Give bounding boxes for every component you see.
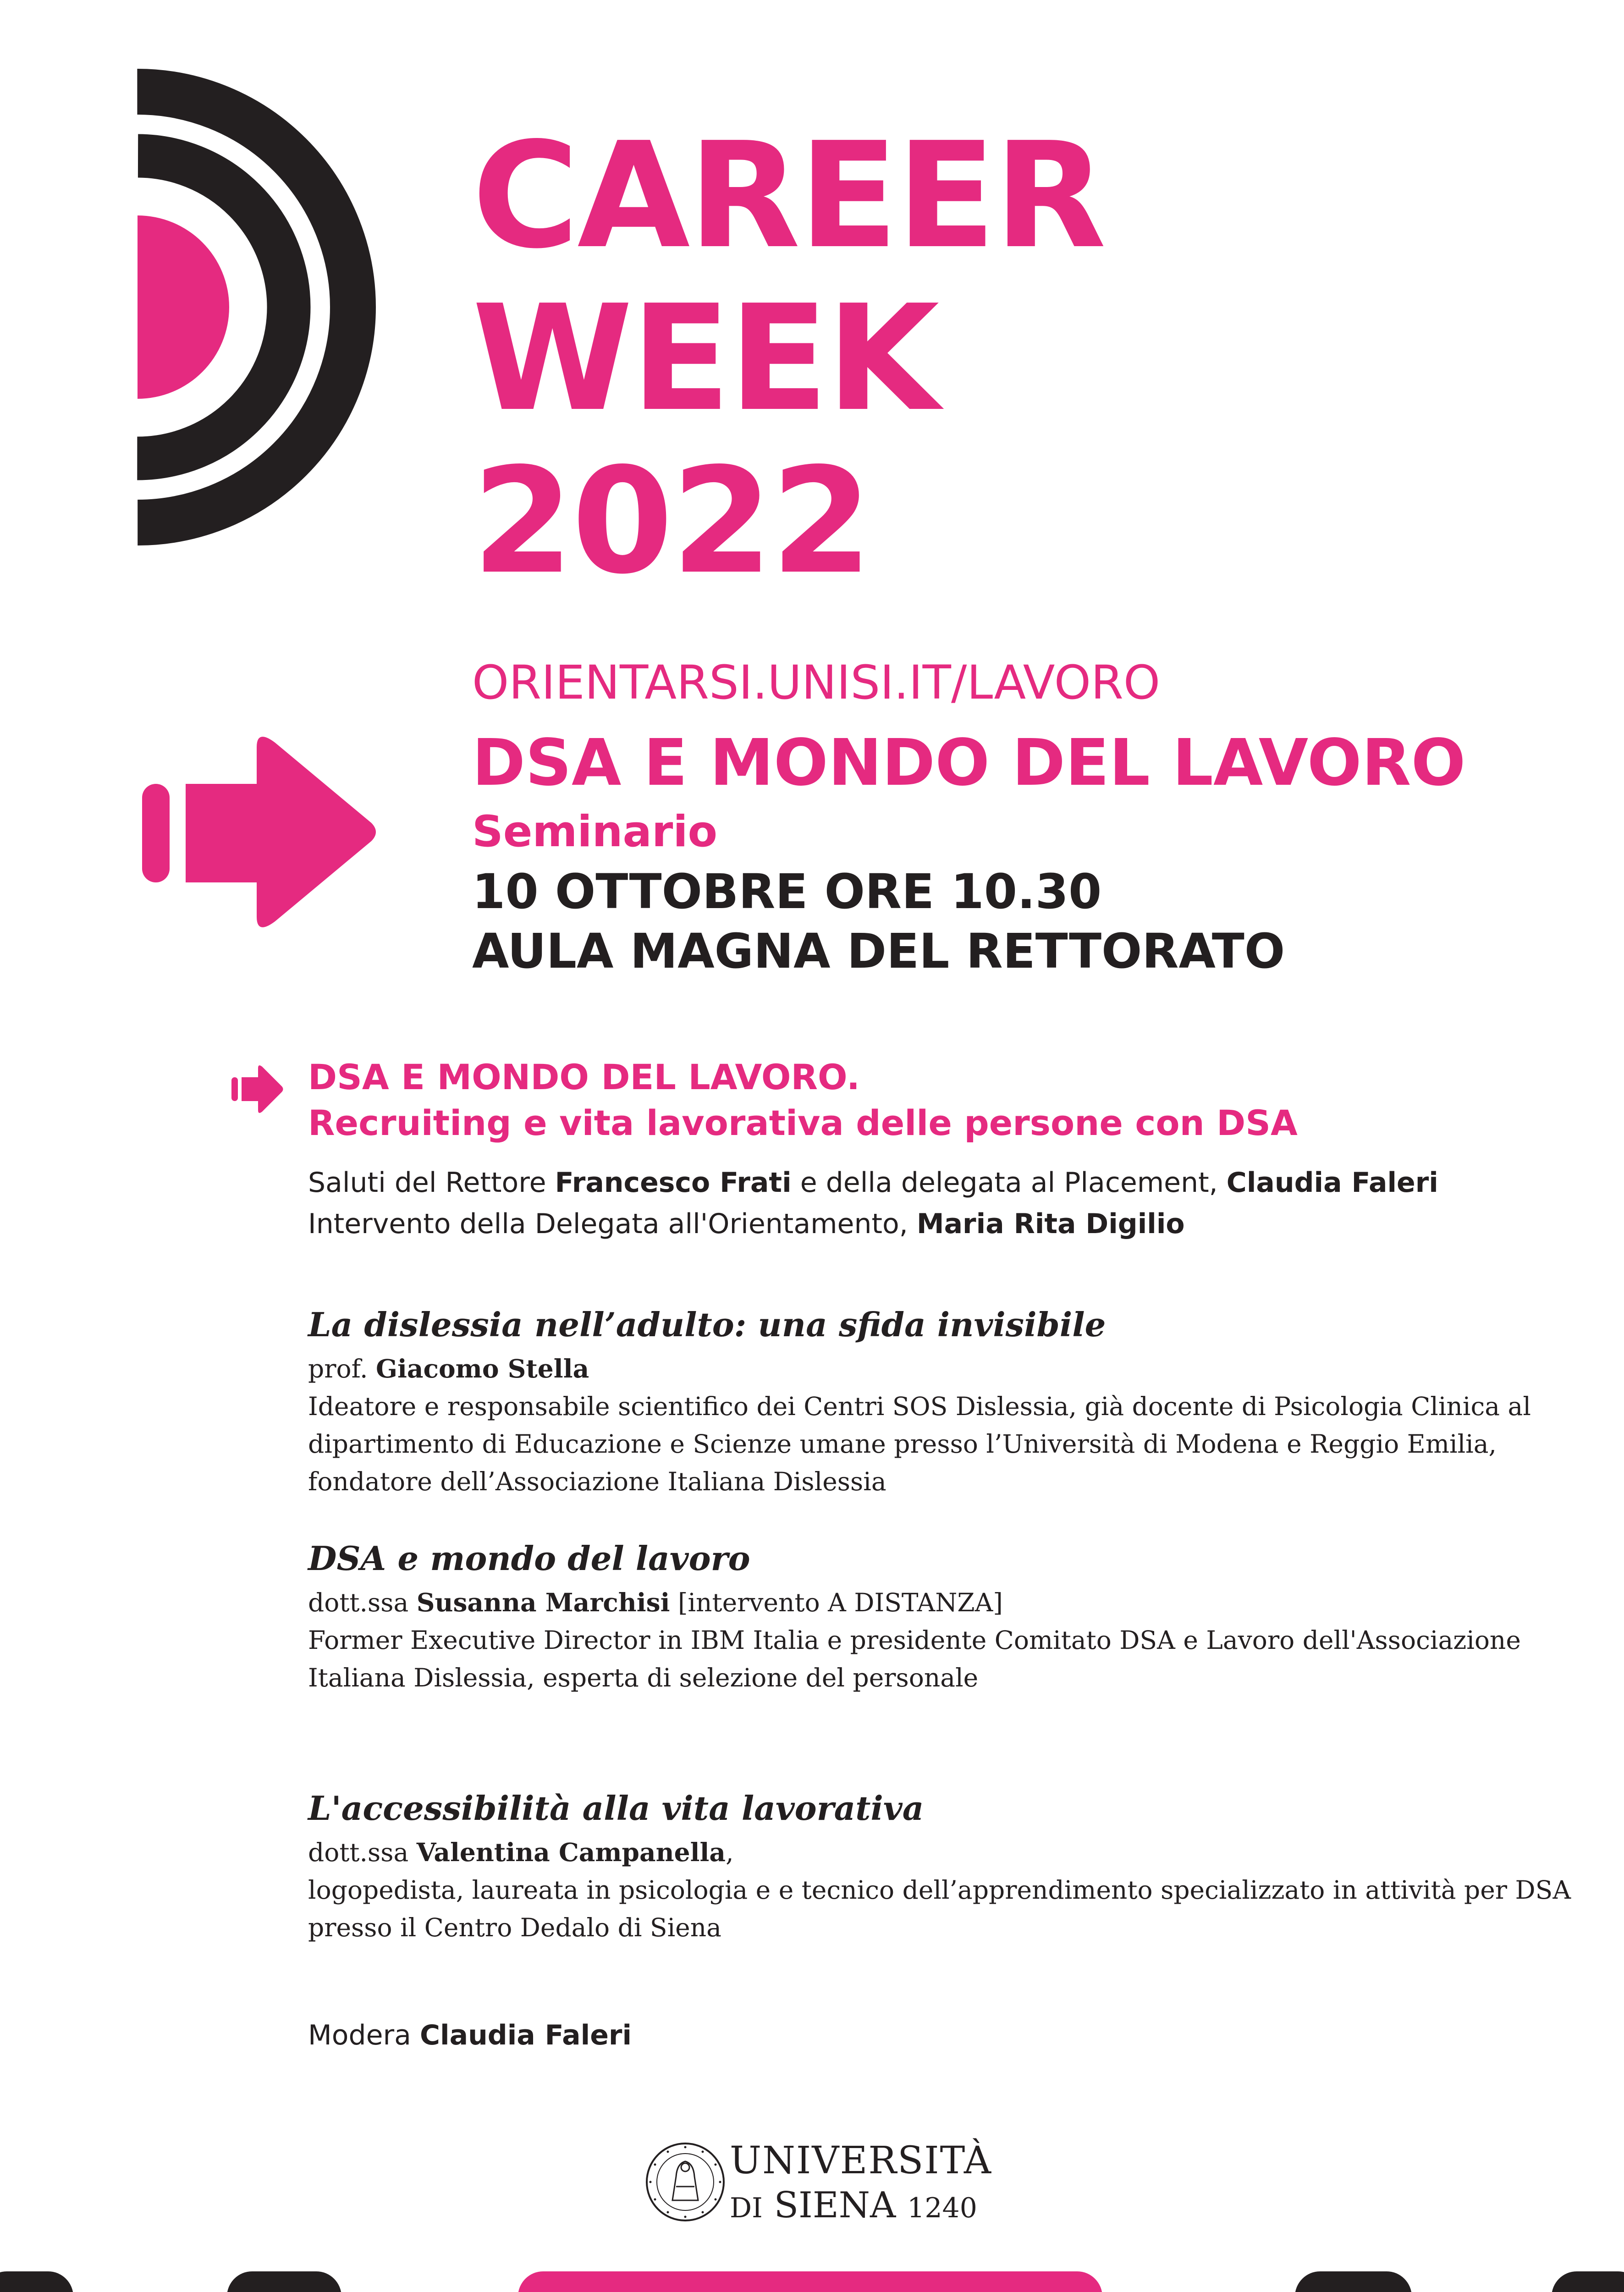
event-venue: AULA MAGNA DEL RETTORATO: [472, 923, 1285, 979]
title-line-year: 2022: [472, 436, 871, 606]
university-seal-icon: [644, 2141, 727, 2223]
speaker-prefix: prof.: [308, 1354, 376, 1383]
moderator-line: [308, 2015, 632, 2056]
greetings-line-2: [308, 1203, 1438, 1245]
event-title: DSA E MONDO DEL LAVORO: [472, 726, 1466, 800]
talk-title: L'accessibilità alla vita lavorativa: [308, 1789, 924, 1828]
talk-item: [308, 1300, 1531, 1500]
greetings-block: [308, 1162, 1438, 1245]
talk-bio-line: Ideatore e responsabile scientifico dei Centri SOS Dislessia, già docente di Psicologia Clinica al: [308, 1392, 1531, 1421]
logo-year: 1240: [907, 2192, 977, 2224]
orientation-delegate-name: Maria Rita Digilio: [916, 1208, 1185, 1240]
speaker-suffix: [intervento A DISTANZA]: [670, 1588, 1003, 1617]
program-heading-line2: Recruiting e vita lavorativa delle persone con DSA: [308, 1102, 1298, 1143]
talk-speaker: [308, 1350, 1531, 1388]
footer-bar-pink: [518, 2271, 1102, 2292]
footer-bar-black: [227, 2271, 341, 2292]
placement-delegate-name: Claudia Faleri: [1226, 1167, 1438, 1199]
speaker-prefix: dott.ssa: [308, 1838, 417, 1867]
program-heading: [308, 1054, 1298, 1146]
speaker-suffix: ,: [726, 1838, 734, 1867]
logo-di: DI: [730, 2192, 763, 2224]
greetings-line-1: [308, 1162, 1438, 1203]
talk-item: [308, 1533, 1521, 1697]
greetings-text: e della delegata al Placement,: [791, 1167, 1227, 1199]
website-url: ORIENTARSI.UNISI.IT/LAVORO: [472, 656, 1161, 710]
moderator-label: Modera: [308, 2019, 420, 2051]
logo-city-name: SIENA: [774, 2185, 896, 2226]
talk-title: La dislessia nell’adulto: una sfida invisibile: [308, 1305, 1106, 1344]
rector-name: Francesco Frati: [555, 1167, 792, 1199]
speaker-name: Valentina Campanella: [416, 1837, 726, 1867]
university-name: UNIVERSITÀ: [730, 2139, 992, 2182]
talk-bio-line: Italiana Dislessia, esperta di selezione del personale: [308, 1663, 979, 1692]
talk-bio-line: presso il Centro Dedalo di Siena: [308, 1913, 721, 1942]
talk-title: DSA e mondo del lavoro: [308, 1539, 750, 1578]
title-line-week: WEEK: [472, 274, 938, 443]
talk-bio-line: dipartimento di Educazione e Scienze umane presso l’Università di Modena e Reggio Emilia,: [308, 1429, 1497, 1459]
speaker-name: Susanna Marchisi: [416, 1587, 670, 1617]
title-line-career: CAREER: [472, 111, 1105, 281]
event-type: Seminario: [472, 807, 718, 857]
footer-bar-black-right: [1552, 2271, 1624, 2292]
greetings-text: Saluti del Rettore: [308, 1167, 555, 1199]
arrow-right-icon: [138, 729, 385, 935]
footer-bar-black: [1295, 2271, 1412, 2292]
greetings-text: Intervento della Delegata all'Orientamento,: [308, 1208, 917, 1240]
talk-bio-line: Former Executive Director in IBM Italia e presidente Comitato DSA e Lavoro dell'Associazione: [308, 1625, 1521, 1655]
footer-bar-black-left: [0, 2271, 73, 2292]
small-arrow-icon: [231, 1063, 284, 1118]
speaker-name: Giacomo Stella: [375, 1354, 589, 1383]
university-city: [730, 2184, 977, 2229]
talk-speaker: [308, 1584, 1521, 1621]
event-date: 10 OTTOBRE ORE 10.30: [472, 864, 1102, 920]
talk-speaker: [308, 1834, 1571, 1871]
concentric-arcs-graphic: [0, 0, 413, 688]
moderator-name: Claudia Faleri: [419, 2019, 632, 2051]
talk-item: [308, 1783, 1571, 1946]
event-series-title: [472, 111, 1105, 606]
talk-bio-line: logopedista, laureata in psicologia e e tecnico dell’apprendimento specializzato in attività per DSA: [308, 1875, 1571, 1905]
speaker-prefix: dott.ssa: [308, 1588, 417, 1617]
talk-bio-line: fondatore dell’Associazione Italiana Dislessia: [308, 1467, 886, 1496]
program-heading-line1: DSA E MONDO DEL LAVORO.: [308, 1057, 860, 1097]
